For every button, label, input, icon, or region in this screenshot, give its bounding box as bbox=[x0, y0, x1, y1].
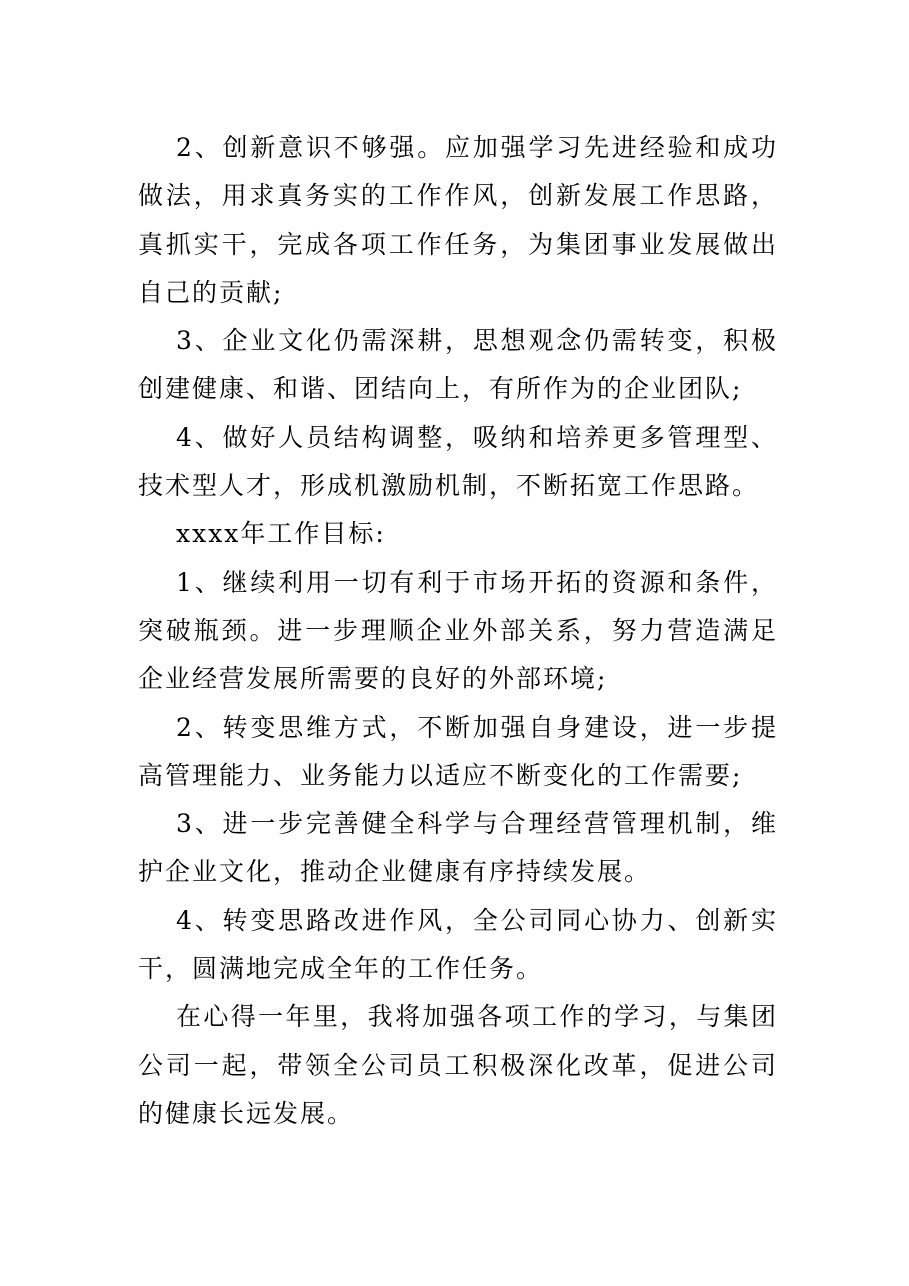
paragraph-goal-4: 4、转变思路改进作风，全公司同心协力、创新实干，圆满地完成全年的工作任务。 bbox=[138, 905, 778, 984]
paragraph-issue-4: 4、做好人员结构调整，吸纳和培养更多管理型、技术型人才，形成机激励机制，不断拓宽工作思路。 bbox=[138, 422, 778, 501]
paragraph-issue-2: 2、创新意识不够强。应加强学习先进经验和成功做法，用求真务实的工作作风，创新发展工作思路，真抓实干，完成各项工作任务，为集团事业发展做出自己的贡献; bbox=[138, 133, 778, 307]
paragraph-goal-2: 2、转变思维方式，不断加强自身建设，进一步提高管理能力、业务能力以适应不断变化的工作需要; bbox=[138, 712, 778, 790]
closing-paragraph: 在心得一年里，我将加强各项工作的学习，与集团公司一起，带领全公司员工积极深化改革，促进公司的健康长远发展。 bbox=[138, 1002, 778, 1128]
goals-heading: xxxx年工作目标: bbox=[176, 519, 386, 549]
paragraph-goal-1: 1、继续利用一切有利于市场开拓的资源和条件，突破瓶颈。进一步理顺企业外部关系，努力营造满足企业经营发展所需要的良好的外部环境; bbox=[138, 567, 778, 694]
paragraph-issue-3: 3、企业文化仍需深耕，思想观念仍需转变，积极创建健康、和谐、团结向上，有所作为的企业团队; bbox=[138, 326, 778, 404]
paragraph-goal-3: 3、进一步完善健全科学与合理经营管理机制，维护企业文化，推动企业健康有序持续发展。 bbox=[138, 809, 778, 887]
document-body bbox=[138, 124, 778, 1138]
